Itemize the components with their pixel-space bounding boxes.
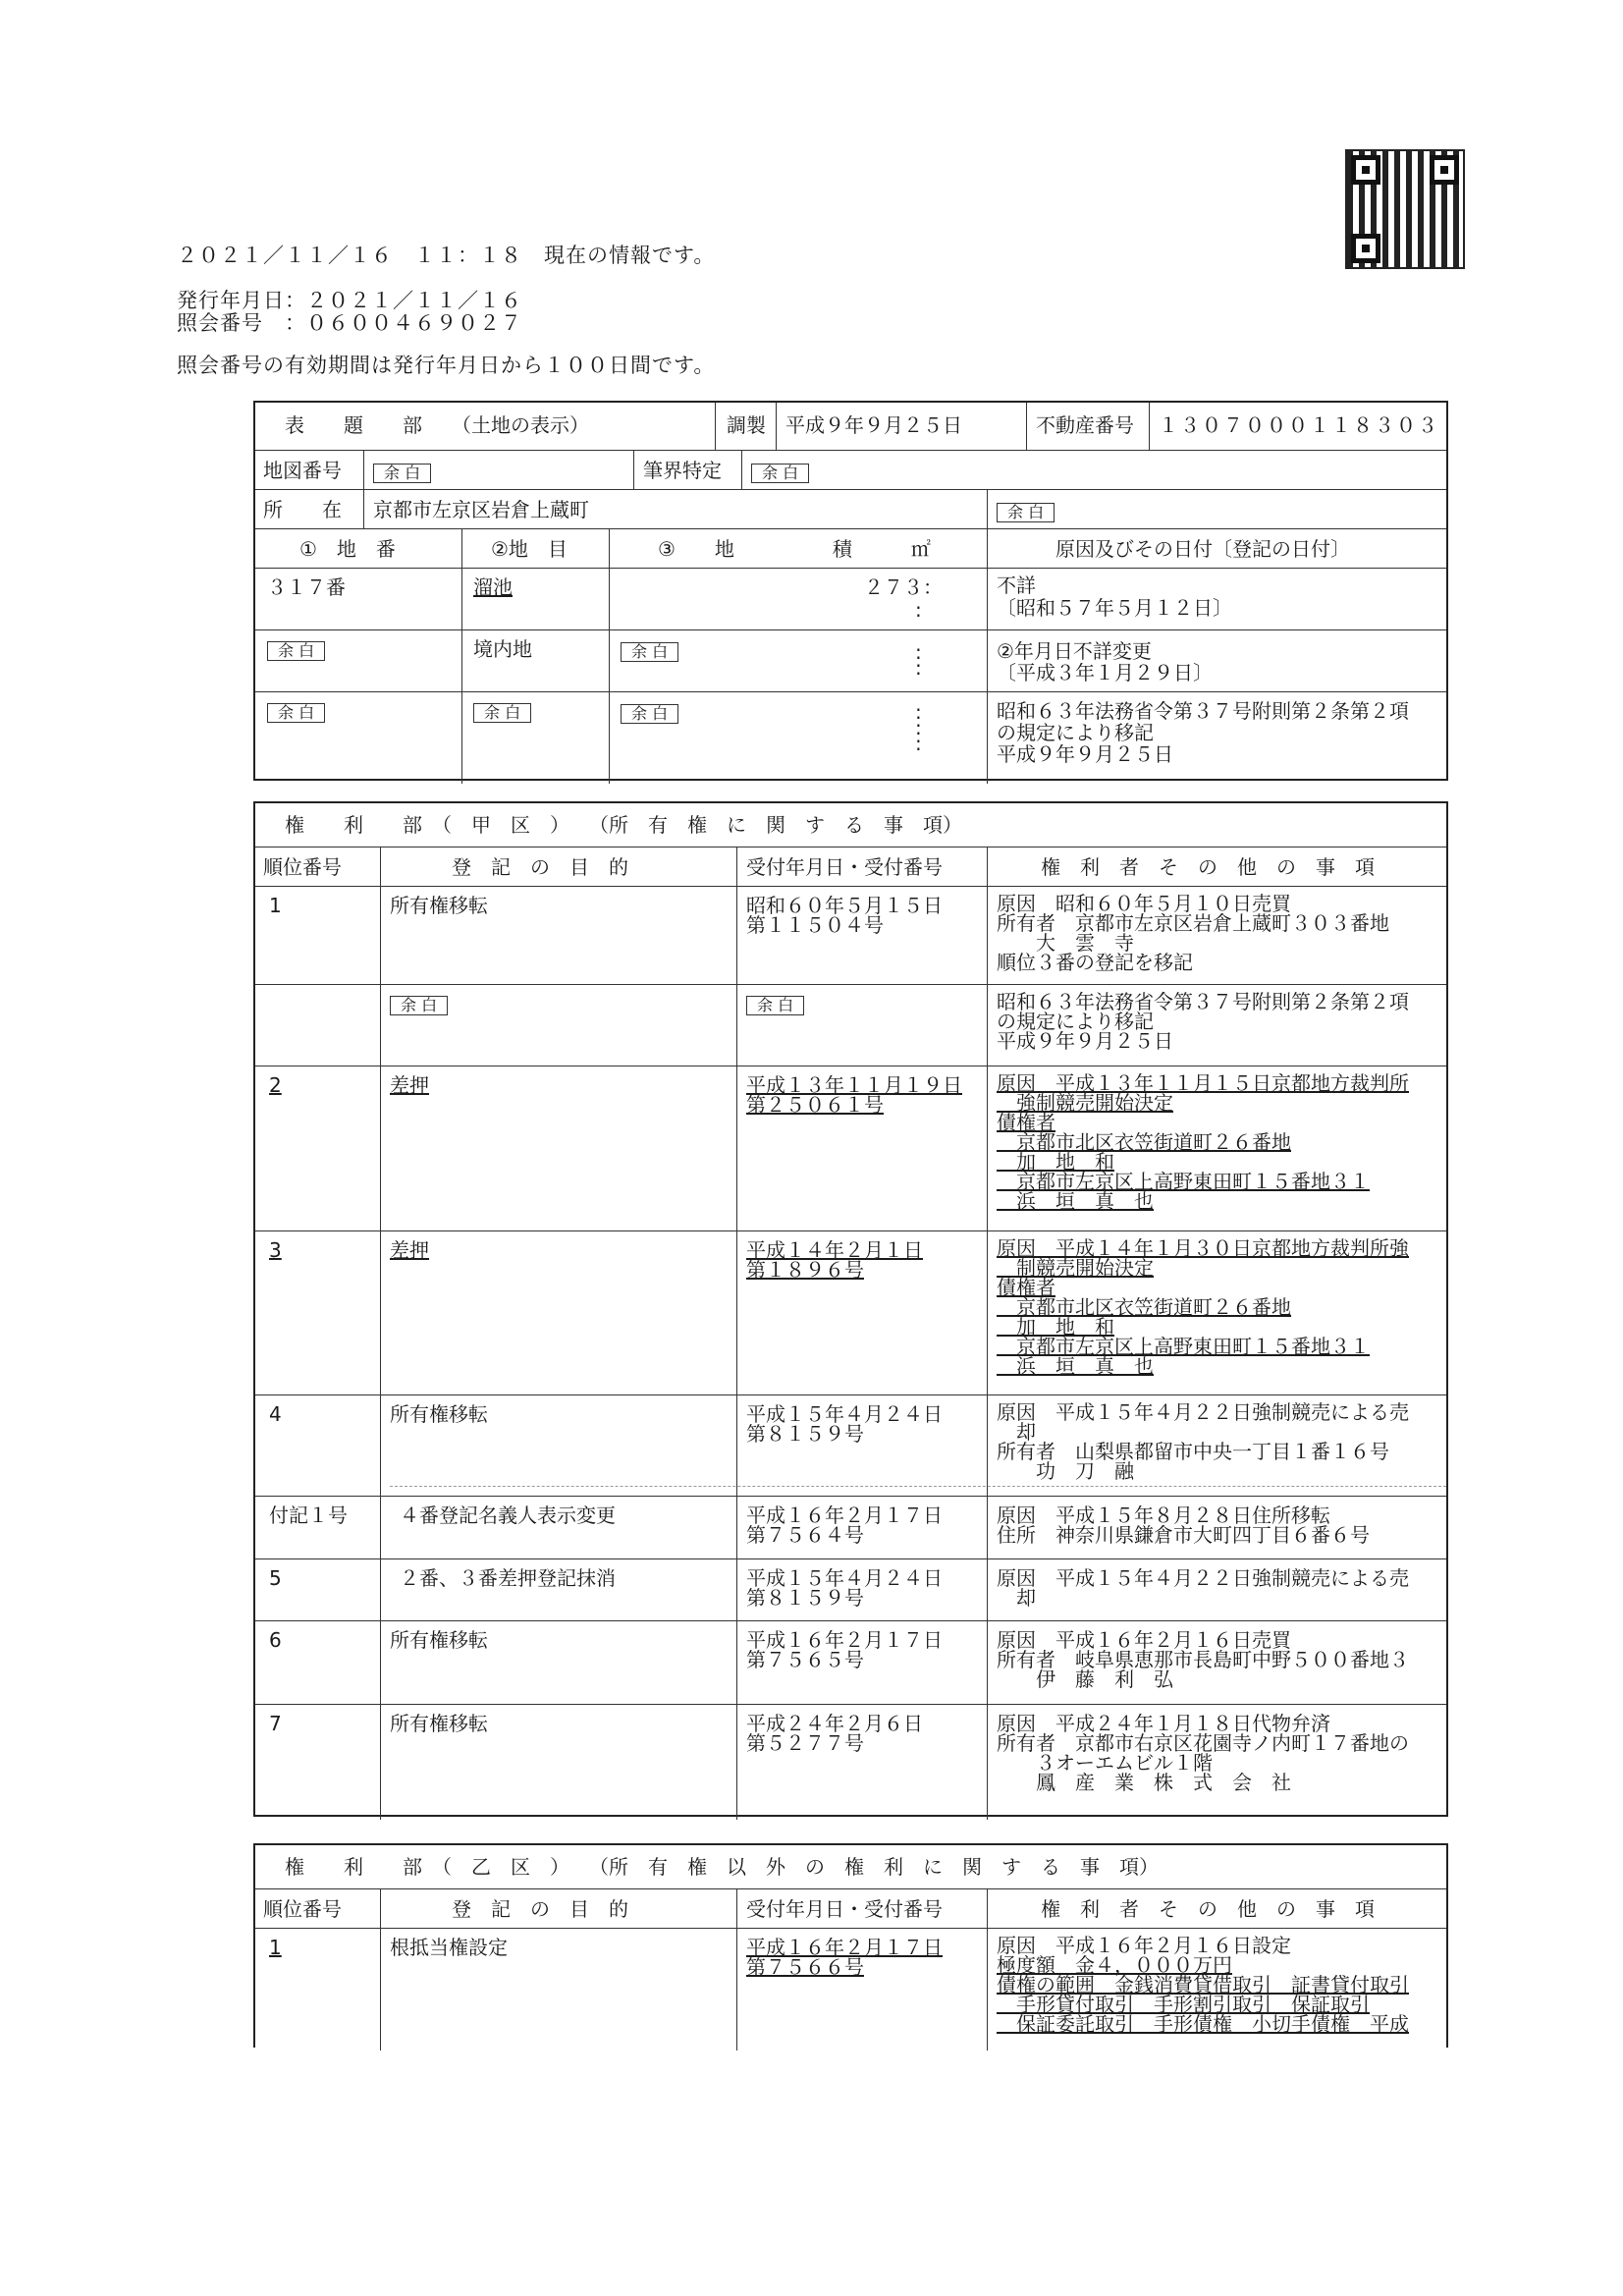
matter-line: 原因 平成１６年２月１６日売買: [997, 1628, 1291, 1652]
hyodai-row-1: ３１７番 溜池 ２７３： : 不詳 〔昭和５７年５月１２日〕: [255, 568, 1446, 630]
hikkai-value: 余 白: [751, 464, 809, 483]
matter-line: 所有者 京都市左京区岩倉上蔵町３０３番地: [997, 911, 1389, 935]
matter-line: 浜 垣 真 也: [997, 1189, 1154, 1213]
matter-line: 債権の範囲 金銭消費貸借取引 証書貸付取引: [997, 1973, 1409, 1996]
genin-line: 〔平成３年１月２９日〕: [997, 661, 1213, 684]
purpose: 所有権移転: [390, 1402, 488, 1426]
matter-line: 原因 昭和６０年５月１０日売買: [997, 892, 1291, 915]
fudosan-number: １３０７０００１１８３０３: [1159, 413, 1439, 437]
chiban: 余 白: [267, 703, 325, 723]
rank: 7: [269, 1712, 282, 1735]
matter-line: 原因 平成１６年２月１６日設定: [997, 1934, 1291, 1957]
inquiry-number: 照会番号 ：０６００４６９０２７: [177, 311, 522, 335]
matter-line: 順位３番の登記を移記: [997, 951, 1193, 974]
matter-line: 制競売開始決定: [997, 1256, 1154, 1280]
validity-note: 照会番号の有効期間は発行年月日から１００日間です。: [177, 354, 716, 377]
hikkai-label: 筆界特定: [643, 459, 722, 482]
receipt-number: 第５２７７号: [746, 1731, 864, 1755]
receipt-date: 昭和６０年５月１５日: [746, 894, 943, 917]
matter-line: 所有者 岐阜県恵那市長島町中野５００番地３: [997, 1648, 1409, 1671]
matter-line: 強制競売開始決定: [997, 1091, 1173, 1115]
purpose: 所有権移転: [390, 1712, 488, 1735]
rank: 1: [269, 894, 282, 917]
matter-line: 保証委託取引 手形債権 小切手債権 平成: [997, 2012, 1409, 2036]
matter-line: 京都市北区衣笠街道町２６番地: [997, 1130, 1291, 1154]
hyodai-title: 表 題 部 （土地の表示）: [285, 413, 589, 437]
matter-line: 原因 平成２４年１月１８日代物弁済: [997, 1712, 1330, 1735]
chimoku: 溜池: [473, 575, 513, 599]
matter-line: 原因 平成１３年１１月１５日京都地方裁判所: [997, 1071, 1409, 1095]
matter-line: の規定により移記: [997, 1010, 1154, 1033]
matter-line: 昭和６３年法務省令第３７号附則第２条第２項: [997, 990, 1409, 1013]
col-chiban: ① 地 番: [299, 537, 396, 561]
col-chiseki: ③ 地 積 ㎡: [658, 537, 931, 561]
matter-line: 京都市左京区上高野東田町１５番地３１: [997, 1170, 1370, 1193]
hyodai-section: [253, 401, 1448, 781]
receipt-date: 平成１４年２月１日: [746, 1238, 923, 1262]
chimoku: 余 白: [473, 703, 531, 723]
purpose: 差押: [390, 1073, 429, 1097]
chizu-label: 地図番号: [263, 459, 342, 482]
kouku-row-1b: [255, 984, 1446, 1066]
timestamp-line: ２０２１／１１／１６ １１：１８ 現在の情報です。: [177, 244, 716, 267]
receipt-number: 第１８９６号: [746, 1258, 864, 1282]
purpose: 所有権移転: [390, 1628, 488, 1652]
hyodai-row-2: 余 白 境内地 余 白 : : ②年月日不詳変更 〔平成３年１月２９日〕: [255, 629, 1446, 692]
receipt-date: 平成１３年１１月１９日: [746, 1073, 962, 1097]
col-purpose: 登 記 の 目 的: [452, 1897, 628, 1921]
matter-line: 原因 平成１５年４月２２日強制競売による売: [997, 1566, 1409, 1590]
receipt-number: 第８１５９号: [746, 1422, 864, 1446]
otsuku-row-1: [255, 1928, 1446, 2050]
matter-line: 原因 平成１５年４月２２日強制競売による売: [997, 1400, 1409, 1424]
rank: 付記１号: [269, 1503, 348, 1527]
matter-line: 所有者 山梨県都留市中央一丁目１番１６号: [997, 1440, 1389, 1463]
receipt-date: 平成１６年２月１７日: [746, 1936, 943, 1959]
receipt-date: 平成１５年４月２４日: [746, 1566, 943, 1590]
genin-line: 不詳: [997, 574, 1036, 597]
col-purpose: 登 記 の 目 的: [452, 855, 628, 879]
fudosan-label: 不動産番号: [1036, 413, 1134, 437]
purpose: 余 白: [390, 996, 448, 1015]
rank: 2: [269, 1073, 282, 1097]
matter-line: 却: [997, 1420, 1036, 1444]
kouku-section: [253, 801, 1448, 1817]
matter-line: 鳳 産 業 株 式 会 社: [997, 1771, 1291, 1794]
qr-code-icon: [1345, 149, 1465, 269]
rank: 4: [269, 1402, 282, 1426]
matter-line: 伊 藤 利 弘: [997, 1667, 1173, 1691]
matter-line: 浜 垣 真 也: [997, 1354, 1154, 1378]
genin-line: ②年月日不詳変更: [997, 639, 1152, 663]
matter-line: 京都市北区衣笠街道町２６番地: [997, 1295, 1291, 1319]
otsuku-section: [253, 1843, 1448, 2048]
col-genin: 原因及びその日付〔登記の日付〕: [1055, 537, 1350, 561]
matter-line: 住所 神奈川県鎌倉市大町四丁目６番６号: [997, 1523, 1370, 1547]
matter-line: 却: [997, 1586, 1036, 1610]
rank: 5: [269, 1566, 282, 1590]
otsuku-title: 権 利 部 （ 乙 区 ） （所 有 権 以 外 の 権 利 に 関 す る 事 項）: [285, 1855, 1159, 1879]
chimoku: 境内地: [473, 637, 532, 661]
receipt-date: 平成１６年２月１７日: [746, 1503, 943, 1527]
receipt-date: 平成１５年４月２４日: [746, 1402, 943, 1426]
genin-line: 〔昭和５７年５月１２日〕: [997, 596, 1232, 620]
receipt-number: 第７５６６号: [746, 1955, 864, 1979]
matter-line: 債権者: [997, 1111, 1055, 1134]
issue-date: 発行年月日：２０２１／１１／１６: [177, 289, 522, 312]
kouku-row-2: [255, 1066, 1446, 1231]
matter-line: 極度額 金４，０００万円: [997, 1953, 1232, 1977]
purpose: ２番、３番差押登記抹消: [400, 1566, 616, 1590]
rank: 6: [269, 1628, 282, 1652]
receipt-number: 第７５６５号: [746, 1648, 864, 1671]
genin-line: 平成９年９月２５日: [997, 742, 1173, 766]
receipt-date: 平成２４年２月６日: [746, 1712, 923, 1735]
matter-line: 原因 平成１５年８月２８日住所移転: [997, 1503, 1330, 1527]
rank: 3: [269, 1238, 282, 1262]
kouku-row-6: [255, 1620, 1446, 1705]
matter-line: 手形貸付取引 手形割引取引 保証取引: [997, 1993, 1370, 2016]
col-matters: 権 利 者 そ の 他 の 事 項: [1041, 855, 1375, 879]
matter-line: 功 刀 融: [997, 1459, 1134, 1483]
rank: 1: [269, 1936, 282, 1959]
genin-line: の規定により移記: [997, 721, 1154, 744]
kouku-row-7: [255, 1704, 1446, 1820]
chiban: ３１７番: [267, 575, 346, 599]
chosei-label: 調製: [727, 413, 766, 437]
receipt-number: 第７５６４号: [746, 1523, 864, 1547]
shozai-value: 京都市左京区岩倉上蔵町: [373, 498, 589, 521]
chiseki: 余 白: [621, 704, 678, 724]
shozai-note: 余 白: [997, 503, 1055, 522]
matter-line: 所有者 京都市右京区花園寺ノ内町１７番地の: [997, 1731, 1409, 1755]
receipt-number: 第２５０６１号: [746, 1093, 884, 1117]
col-receipt: 受付年月日・受付番号: [746, 855, 943, 879]
purpose: 所有権移転: [390, 894, 488, 917]
matter-line: 加 地 和: [997, 1315, 1114, 1339]
matter-line: ３オーエムビル１階: [997, 1751, 1213, 1775]
kouku-title: 権 利 部 （ 甲 区 ） （所 有 権 に 関 す る 事 項）: [285, 813, 962, 837]
chiseki: ２７３：: [864, 575, 943, 599]
shozai-label: 所 在: [263, 498, 342, 521]
purpose: 差押: [390, 1238, 429, 1262]
matter-line: 加 地 和: [997, 1150, 1114, 1174]
kouku-row-4: [255, 1394, 1446, 1497]
col-chimoku: ②地 目: [491, 537, 568, 561]
purpose: ４番登記名義人表示変更: [400, 1503, 616, 1527]
chiban: 余 白: [267, 641, 325, 661]
chiseki: 余 白: [621, 642, 678, 662]
matter-line: 平成９年９月２５日: [997, 1029, 1173, 1053]
kouku-row-1: [255, 886, 1446, 985]
col-rank: 順位番号: [263, 855, 342, 879]
chizu-value: 余 白: [373, 464, 431, 483]
matter-line: 債権者: [997, 1276, 1055, 1299]
matter-line: 京都市左京区上高野東田町１５番地３１: [997, 1335, 1370, 1358]
col-rank: 順位番号: [263, 1897, 342, 1921]
kouku-row-5: [255, 1558, 1446, 1621]
matter-line: 原因 平成１４年１月３０日京都地方裁判所強: [997, 1236, 1409, 1260]
purpose: 根抵当権設定: [390, 1936, 508, 1959]
kouku-row-3: [255, 1230, 1446, 1395]
hyodai-row-3: 余 白 余 白 余 白 : : : 昭和６３年法務省令第３７号附則第２条第２項 の規定により移記 平成９年９月２５日: [255, 691, 1446, 784]
col-receipt: 受付年月日・受付番号: [746, 1897, 943, 1921]
receipt-date: 余 白: [746, 996, 804, 1015]
matter-line: 大 雲 寺: [997, 931, 1134, 955]
col-matters: 権 利 者 そ の 他 の 事 項: [1041, 1897, 1375, 1921]
kouku-row-4-fuki: [255, 1496, 1446, 1559]
receipt-date: 平成１６年２月１７日: [746, 1628, 943, 1652]
receipt-number: 第１１５０４号: [746, 913, 884, 937]
genin-line: 昭和６３年法務省令第３７号附則第２条第２項: [997, 699, 1409, 723]
receipt-number: 第８１５９号: [746, 1586, 864, 1610]
chosei-value: 平成９年９月２５日: [785, 413, 962, 437]
